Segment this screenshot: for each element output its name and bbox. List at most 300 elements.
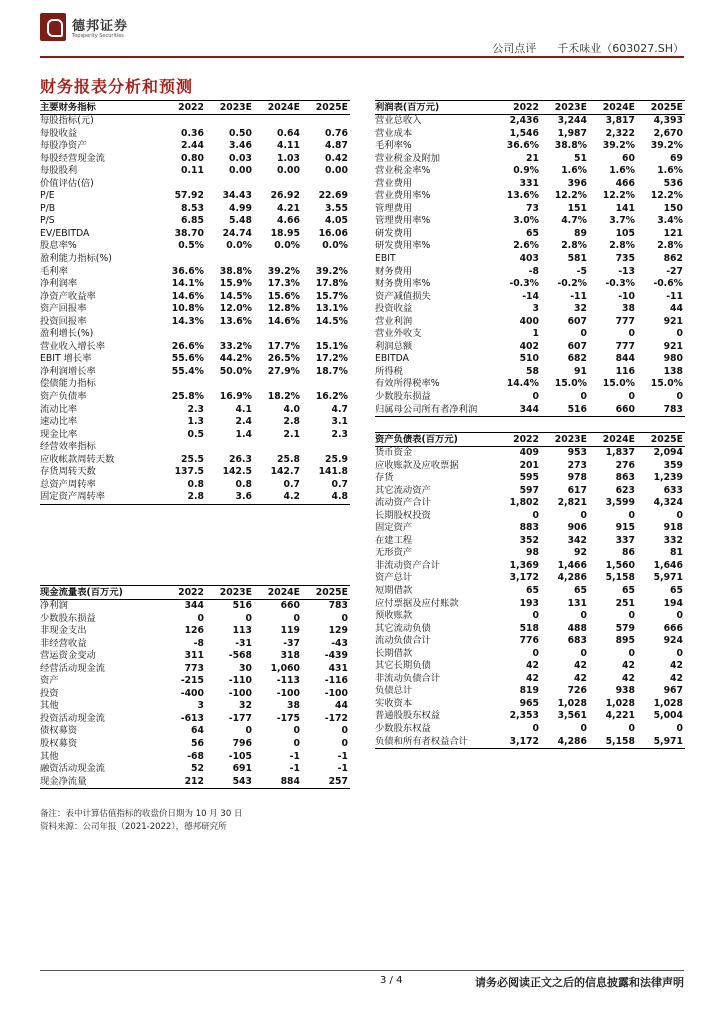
row-value: 16.2% — [315, 391, 348, 403]
row-value: 38 — [622, 303, 635, 315]
row-value: 510 — [519, 353, 539, 365]
row-label: 管理费用率% — [375, 215, 431, 227]
row-label: 研发费用率% — [375, 240, 431, 252]
row-value: 0.7 — [331, 478, 348, 490]
table-row — [40, 328, 350, 341]
row-value: 4.66 — [277, 215, 300, 227]
row-value: -1 — [289, 750, 300, 762]
row-value: 42 — [574, 672, 587, 684]
row-value: 18.2% — [267, 391, 300, 403]
year-header: 2023E — [206, 586, 254, 600]
row-value: 25.8 — [277, 453, 300, 465]
table-row — [375, 447, 685, 460]
table-row — [40, 675, 350, 688]
row-value: 3,172 — [509, 572, 539, 584]
row-label: 营业税金率% — [375, 165, 431, 177]
row-value: 201 — [519, 459, 539, 471]
year-header: 2022 — [493, 101, 541, 115]
row-value: 0 — [341, 725, 348, 737]
row-value: 13.1% — [315, 303, 348, 315]
table-header-title: 现金流量表(百万元) — [40, 586, 158, 600]
row-label: 营业收入增长率 — [40, 340, 106, 352]
row-value: 121 — [663, 227, 683, 239]
table-row — [40, 391, 350, 404]
row-label: 少数股东损益 — [375, 391, 431, 403]
note-valuation-date: 备注：表中计算估值指标的收盘价日期为 10 月 30 日 — [40, 809, 243, 819]
table-row — [375, 404, 685, 417]
row-label: 营业外收支 — [375, 328, 422, 340]
table-row — [40, 776, 350, 789]
row-value: 25.5 — [181, 453, 204, 465]
table-row — [375, 610, 685, 623]
row-value: -215 — [180, 675, 204, 687]
row-value: 4,286 — [541, 736, 589, 749]
table-row — [375, 316, 685, 329]
row-value — [302, 253, 350, 266]
row-value: 0.50 — [229, 127, 252, 139]
row-value: 60 — [622, 152, 635, 164]
notes — [40, 808, 242, 834]
row-value: -1 — [337, 750, 348, 762]
row-value: 0 — [580, 647, 587, 659]
row-value: 5,971 — [653, 572, 683, 584]
row-value: 536 — [663, 177, 683, 189]
row-value: 0.64 — [277, 127, 300, 139]
financial-indicators-table — [40, 100, 350, 505]
table-row — [375, 460, 685, 473]
row-value: 141 — [615, 202, 635, 214]
row-label: 净利润 — [40, 600, 68, 611]
row-value: 126 — [184, 625, 204, 637]
row-value: 119 — [280, 625, 300, 637]
row-label: 应付票据及应付账款 — [375, 597, 459, 609]
row-value: 5,158 — [589, 736, 637, 749]
table-row — [40, 663, 350, 676]
row-value: 18.95 — [270, 227, 300, 239]
row-value: 0.76 — [325, 127, 348, 139]
row-label: 每股经营现金流 — [40, 152, 106, 164]
row-value: -14 — [522, 290, 539, 302]
row-value: 0 — [676, 328, 683, 340]
row-label: EBITDA — [375, 353, 410, 365]
row-value: 0 — [532, 509, 539, 521]
table-row — [375, 485, 685, 498]
row-value: 660 — [280, 600, 300, 611]
row-label: 负债和所有者权益合计 — [375, 736, 493, 749]
row-value: 194 — [663, 597, 683, 609]
row-value: 42 — [670, 660, 683, 672]
row-value: 42 — [622, 660, 635, 672]
row-value — [206, 115, 254, 128]
table-row — [375, 366, 685, 379]
row-value: 58 — [526, 365, 539, 377]
table-row — [375, 240, 685, 253]
row-value: 3.1 — [331, 416, 348, 428]
row-label: 预收账款 — [375, 610, 413, 622]
row-value: 25.9 — [325, 453, 348, 465]
table-row — [375, 585, 685, 598]
row-value — [254, 253, 302, 266]
row-label: 股权募资 — [40, 738, 78, 750]
row-value: 844 — [615, 353, 635, 365]
row-value: -0.3% — [605, 278, 635, 290]
row-value: 0.00 — [325, 165, 348, 177]
row-label: 营运资金变动 — [40, 650, 96, 662]
table-row — [40, 479, 350, 492]
year-header: 2022 — [158, 586, 206, 600]
row-value: 924 — [663, 635, 683, 647]
row-value: 33.2% — [219, 340, 252, 352]
row-value: 65 — [670, 585, 683, 597]
row-value: 0.5 — [187, 428, 204, 440]
row-value — [254, 378, 302, 391]
table-row — [375, 723, 685, 736]
row-value: 1,987 — [557, 127, 587, 139]
row-label: 投资回报率 — [40, 315, 87, 327]
row-value: 55.4% — [171, 365, 204, 377]
row-value: 36.6% — [506, 140, 539, 152]
row-value: 359 — [663, 459, 683, 471]
row-value: 3,561 — [557, 710, 587, 722]
table-row — [40, 178, 350, 191]
row-value: 735 — [615, 253, 635, 265]
table-header-title: 利润表(百万元) — [375, 101, 493, 115]
row-value: -439 — [324, 650, 348, 662]
row-value: 138 — [663, 365, 683, 377]
table-row — [40, 165, 350, 178]
row-value: 5,971 — [637, 736, 685, 749]
row-value: -172 — [324, 712, 348, 724]
row-value: 1,060 — [270, 662, 300, 674]
table-header-title: 主要财务指标 — [40, 101, 158, 115]
row-value: -11 — [666, 290, 683, 302]
row-value: 0.7 — [283, 478, 300, 490]
row-value: 4,393 — [653, 115, 683, 126]
row-value: 2.4 — [235, 416, 252, 428]
row-value: 2.8% — [561, 240, 587, 252]
table-row — [375, 266, 685, 279]
row-value: 42 — [526, 660, 539, 672]
table-row — [40, 366, 350, 379]
row-label: 非流动资产合计 — [375, 559, 441, 571]
row-value: 4.05 — [325, 215, 348, 227]
row-value: 39.2% — [315, 265, 348, 277]
row-value: 44 — [335, 700, 348, 712]
row-label: 所得税 — [375, 365, 403, 377]
row-value: 73 — [526, 202, 539, 214]
row-value: 12.2% — [650, 190, 683, 202]
row-label: 管理费用 — [375, 202, 413, 214]
row-value: 92 — [574, 547, 587, 559]
row-value: 0 — [532, 723, 539, 735]
row-value: 14.3% — [171, 315, 204, 327]
row-value: 691 — [232, 763, 252, 775]
row-label: 净利润增长率 — [40, 365, 96, 377]
table-row — [40, 763, 350, 776]
row-value: 12.2% — [554, 190, 587, 202]
row-value: 18.7% — [315, 365, 348, 377]
year-header: 2024E — [254, 101, 302, 115]
year-header: 2022 — [493, 433, 541, 447]
row-value: 1,802 — [509, 497, 539, 509]
table-row — [40, 441, 350, 454]
year-header: 2023E — [541, 433, 589, 447]
header-divider — [40, 56, 684, 58]
row-value — [254, 178, 302, 191]
row-value: 8.53 — [181, 202, 204, 214]
row-value: -1 — [289, 763, 300, 775]
row-value: 16.9% — [219, 391, 252, 403]
row-value: 142.7 — [270, 466, 300, 478]
row-value: 5.48 — [229, 215, 252, 227]
table-row — [40, 725, 350, 738]
row-value: 27.9% — [267, 365, 300, 377]
row-value: 276 — [615, 459, 635, 471]
row-value: 0 — [293, 725, 300, 737]
row-value: 607 — [567, 315, 587, 327]
row-value: 682 — [567, 353, 587, 365]
row-value: 212 — [158, 776, 206, 789]
row-value: 331 — [519, 177, 539, 189]
row-value: 2.8% — [609, 240, 635, 252]
row-label: 财务费用 — [375, 265, 413, 277]
row-value: 906 — [567, 522, 587, 534]
row-value: 581 — [567, 253, 587, 265]
table-row — [375, 648, 685, 661]
row-label: 投资 — [40, 687, 59, 699]
row-value: 4.7% — [561, 215, 587, 227]
row-value: 129 — [328, 625, 348, 637]
row-value: 543 — [206, 776, 254, 789]
row-label: 少数股东损益 — [40, 612, 96, 624]
row-label: 每股股利 — [40, 165, 78, 177]
row-value: 3.7% — [609, 215, 635, 227]
row-value: 595 — [519, 472, 539, 484]
logo-text-en: Topsperity Securities — [72, 33, 124, 39]
row-label: 无形资产 — [375, 547, 413, 559]
row-value: 1.6% — [657, 165, 683, 177]
table-row — [40, 253, 350, 266]
row-value: -175 — [276, 712, 300, 724]
row-value: 0.00 — [229, 165, 252, 177]
table-row — [375, 710, 685, 723]
row-value: 2,436 — [509, 115, 539, 126]
row-label: 经营活动现金流 — [40, 662, 106, 674]
row-label: 非现金支出 — [40, 625, 87, 637]
row-value: -10 — [618, 290, 635, 302]
row-value: 4.87 — [325, 140, 348, 152]
row-label: 普通股股东权益 — [375, 710, 441, 722]
note-source: 资料来源：公司年报（2021-2022），德邦研究所 — [40, 822, 227, 832]
company-logo — [40, 13, 190, 45]
row-value: -37 — [283, 637, 300, 649]
row-value: 776 — [519, 635, 539, 647]
table-row — [40, 341, 350, 354]
row-value: 0 — [293, 612, 300, 624]
row-label: 盈利增长(%) — [40, 328, 94, 340]
row-value: 1.6% — [609, 165, 635, 177]
row-label: 其它流动负债 — [375, 622, 431, 634]
year-header: 2024E — [254, 586, 302, 600]
row-value — [206, 328, 254, 341]
row-label: 偿债能力指标 — [40, 378, 96, 390]
row-value: 4.21 — [277, 202, 300, 214]
row-value — [158, 328, 206, 341]
row-value: 953 — [567, 447, 587, 458]
row-value — [206, 441, 254, 454]
row-value: 2,322 — [605, 127, 635, 139]
table-row — [375, 115, 685, 128]
row-label: 经营效率指标 — [40, 441, 96, 453]
row-value: 402 — [519, 340, 539, 352]
table-row — [40, 128, 350, 141]
table-row — [40, 240, 350, 253]
row-label: 资产回报率 — [40, 303, 87, 315]
logo-icon — [40, 13, 66, 41]
row-value: 13.6% — [506, 190, 539, 202]
row-value: 24.74 — [222, 227, 252, 239]
table-row — [40, 713, 350, 726]
row-value: 773 — [184, 662, 204, 674]
row-value: 518 — [519, 622, 539, 634]
row-value — [254, 115, 302, 128]
row-value: 2,353 — [509, 710, 539, 722]
row-value: 0 — [628, 328, 635, 340]
year-header: 2022 — [158, 101, 206, 115]
row-value: -105 — [228, 750, 252, 762]
table-row — [40, 228, 350, 241]
row-value: 3.0% — [513, 215, 539, 227]
row-value: -100 — [324, 687, 348, 699]
row-value: 0 — [628, 610, 635, 622]
table-row — [40, 190, 350, 203]
row-value: 466 — [615, 177, 635, 189]
row-value: 3,172 — [493, 736, 541, 749]
table-row — [40, 353, 350, 366]
row-label: 短期借款 — [375, 585, 413, 597]
row-value — [158, 441, 206, 454]
year-header: 2025E — [637, 101, 685, 115]
row-value: 42 — [526, 672, 539, 684]
row-label: 存货 — [375, 472, 394, 484]
row-label: 在建工程 — [375, 534, 413, 546]
row-value: 0.9% — [513, 165, 539, 177]
row-value: 863 — [615, 472, 635, 484]
table-row — [40, 378, 350, 391]
row-value: -8 — [528, 265, 539, 277]
table-row — [375, 190, 685, 203]
table-row — [40, 115, 350, 128]
row-label: P/E — [40, 190, 55, 202]
row-value: 6.85 — [181, 215, 204, 227]
table-row — [375, 153, 685, 166]
row-value: 0 — [580, 391, 587, 403]
row-value: 142.5 — [222, 466, 252, 478]
table-row — [40, 688, 350, 701]
row-value: 4,221 — [605, 710, 635, 722]
row-value: 0 — [676, 723, 683, 735]
table-row — [375, 598, 685, 611]
row-value: 0 — [628, 391, 635, 403]
row-label: 毛利率 — [40, 265, 68, 277]
row-label: 其他 — [40, 750, 59, 762]
row-value: 3 — [197, 700, 204, 712]
row-value: 257 — [302, 776, 350, 789]
cashflow-table — [40, 585, 350, 789]
row-value: 1,646 — [653, 559, 683, 571]
row-label: 毛利率% — [375, 140, 412, 152]
row-value: 38.8% — [219, 265, 252, 277]
row-value: 921 — [663, 340, 683, 352]
row-value: 579 — [615, 622, 635, 634]
year-header: 2023E — [206, 101, 254, 115]
row-label: 营业费用率% — [375, 190, 431, 202]
row-value: 0 — [293, 738, 300, 750]
row-value: 13.6% — [219, 315, 252, 327]
row-label: EBIT — [375, 253, 396, 265]
table-row — [40, 303, 350, 316]
table-row — [375, 510, 685, 523]
table-row — [375, 291, 685, 304]
table-row — [375, 635, 685, 648]
row-label: 应收账款及应收票据 — [375, 459, 459, 471]
row-label: EBIT 增长率 — [40, 353, 92, 365]
row-value: 337 — [615, 534, 635, 546]
row-value: 311 — [184, 650, 204, 662]
table-row — [40, 416, 350, 429]
row-label: 研发费用 — [375, 227, 413, 239]
row-value: -31 — [235, 637, 252, 649]
row-value: 597 — [519, 484, 539, 496]
disclaimer: 请务必阅读正文之后的信息披露和法律声明 — [475, 976, 684, 989]
row-label: 资产 — [40, 675, 59, 687]
row-label: 营业税金及附加 — [375, 152, 441, 164]
row-value — [302, 378, 350, 391]
row-value: 4.1 — [235, 403, 252, 415]
page-title: 财务报表分析和预测 — [40, 77, 194, 96]
row-value: 921 — [663, 315, 683, 327]
row-value: 44 — [670, 303, 683, 315]
row-value: 131 — [567, 597, 587, 609]
row-value: 15.0% — [602, 378, 635, 390]
page-footer — [40, 970, 684, 987]
row-value: 660 — [589, 404, 637, 417]
row-label: 有效所得税率% — [375, 378, 440, 390]
row-value: 113 — [232, 625, 252, 637]
row-value: 26.5% — [267, 353, 300, 365]
table-row — [375, 215, 685, 228]
table-row — [40, 625, 350, 638]
row-value: 14.6% — [267, 315, 300, 327]
row-value: 783 — [328, 600, 348, 611]
row-label: 少数股东权益 — [375, 723, 431, 735]
row-value: 116 — [615, 365, 635, 377]
row-value: 65 — [574, 585, 587, 597]
table-row — [375, 698, 685, 711]
row-value: 666 — [663, 622, 683, 634]
row-value: 65 — [526, 585, 539, 597]
row-value: 15.0% — [650, 378, 683, 390]
row-value: -0.2% — [557, 278, 587, 290]
row-value: 0 — [676, 610, 683, 622]
row-value: 3 — [532, 303, 539, 315]
table-row — [375, 535, 685, 548]
row-value: 883 — [519, 522, 539, 534]
row-value: -13 — [618, 265, 635, 277]
row-label: 长期借款 — [375, 647, 413, 659]
row-value: 516 — [232, 600, 252, 611]
row-value: 862 — [663, 253, 683, 265]
